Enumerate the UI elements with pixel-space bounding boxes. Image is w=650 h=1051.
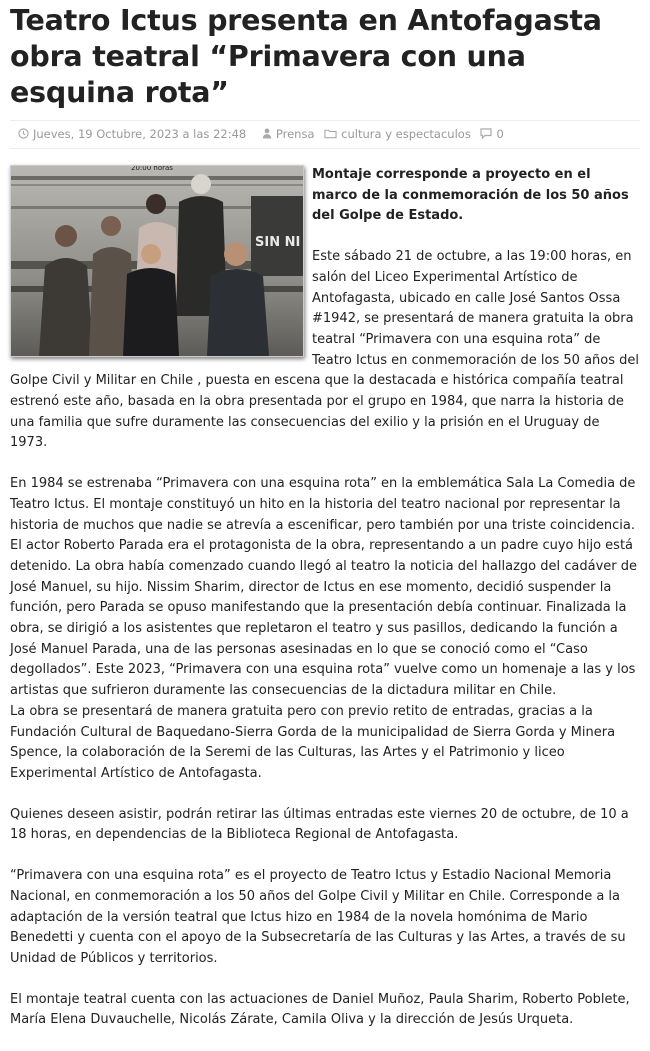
article-paragraph-4: Quienes deseen asistir, podrán retirar las últimas entradas este viernes 20 de octubre, de 10 a 18 horas, en dependencias de la Biblioteca Regional de Antofagasta. bbox=[10, 806, 629, 843]
folder-icon bbox=[324, 128, 337, 139]
comments-link[interactable]: 0 bbox=[496, 127, 504, 141]
post-author[interactable] bbox=[262, 127, 318, 141]
article-paragraph-5: “Primavera con una esquina rota” es el proyecto de Teatro Ictus y Estadio Nacional Memoria Nacional, en conmemoración a los 50 años del Golpe Civil y Militar en Chile. Corresponde a la adaptación de la versión teatral que Ictus hizo en 1984 de la novela homónima de Mario Benedetti y cuenta con el apoyo de la Subsecretaría de las Culturas y las Artes, a través de su Unidad de Públicos y territorios. bbox=[10, 868, 626, 966]
post-date bbox=[18, 127, 256, 141]
article-paragraph-1: Este sábado 21 de octubre, a las 19:00 horas, en salón del Liceo Experimental Artístico de Antofagasta, ubicado en calle José Santos Ossa #1942, se presentará de manera gratuita la obra teatral “Primavera con una esquina rota” de Teatro Ictus en conmemoración de los 50 años del Golpe Civil y Militar en Chile , puesta en escena que la destacada e histórica compañía teatral estrenó este año, basada en la obra presentada por el grupo en 1984, que narra la historia de una familia que sufre duramente las consecuencias del exilio y la prisión en el Uruguay de 1973. bbox=[10, 249, 639, 451]
post-date-text: Jueves, 19 Octubre, 2023 a las 22:48 bbox=[33, 127, 247, 141]
clock-icon bbox=[18, 128, 29, 139]
comment-icon bbox=[480, 128, 492, 139]
user-icon bbox=[262, 128, 272, 139]
article-paragraph-2: En 1984 se estrenaba “Primavera con una esquina rota” en la emblemática Sala La Comedia de Teatro Ictus. El montaje constituyó un hito en la historia del teatro nacional por representar la historia de muchos que nadie se atrevía a escenificar, pero también por una triste coincidencia. El actor Roberto Parada era el protagonista de la obra, representando a un padre cuyo hijo está detenido. La obra había comenzado cuando llegó al teatro la noticia del hallazgo del cadáver de José Manuel, su hijo. Nissim Sharim, director de Ictus en ese momento, decidió suspender la función, pero Parada se opuso manifestando que la presentación debía continuar. Finalizada la obra, se dirigió a los asistentes que repletaron el teatro y sus pasillos, dedicando la función a José Manuel Parada, una de las personas asesinadas en lo que se conoció como el “Caso degollados”. Este 2023, “Primavera con una esquina rota” vuelve como un homenaje a las y los artistas que sufrieron duramente las consecuencias de la dictadura militar en Chile. bbox=[10, 476, 637, 699]
article-lead: Montaje corresponde a proyecto en el marco de la conmemoración de los 50 años del Golpe de Estado. bbox=[312, 167, 629, 224]
article-title: Teatro Ictus presenta en Antofagasta obra teatral “Primavera con una esquina rota” bbox=[10, 4, 602, 109]
post-comments[interactable] bbox=[480, 127, 503, 141]
article-paragraph-6: El montaje teatral cuenta con las actuaciones de Daniel Muñoz, Paula Sharim, Roberto Poblete, María Elena Duvauchelle, Nicolás Zárate, Camila Oliva y la dirección de Jesús Urqueta. bbox=[10, 991, 630, 1028]
post-meta bbox=[10, 120, 640, 149]
background-sign-text: SIN NI bbox=[255, 235, 301, 250]
post-category[interactable] bbox=[324, 127, 474, 141]
photo-caption-top: 20:00 horas bbox=[131, 166, 173, 172]
cast-photo bbox=[11, 166, 303, 356]
featured-image bbox=[10, 165, 304, 357]
article-paragraph-3: La obra se presentará de manera gratuita pero con previo retito de entradas, gracias a la Fundación Cultural de Baquedano-Sierra Gorda de la municipalidad de Sierra Gorda y Minera Spence, la colaboración de la Seremi de las Culturas, las Artes y el Patrimonio y liceo Experimental Artístico de Antofagasta. bbox=[10, 703, 616, 781]
article-body bbox=[10, 165, 640, 1051]
article-container bbox=[0, 3, 650, 1051]
author-link[interactable]: Prensa bbox=[275, 127, 315, 141]
category-link[interactable]: cultura y espectaculos bbox=[341, 127, 471, 141]
